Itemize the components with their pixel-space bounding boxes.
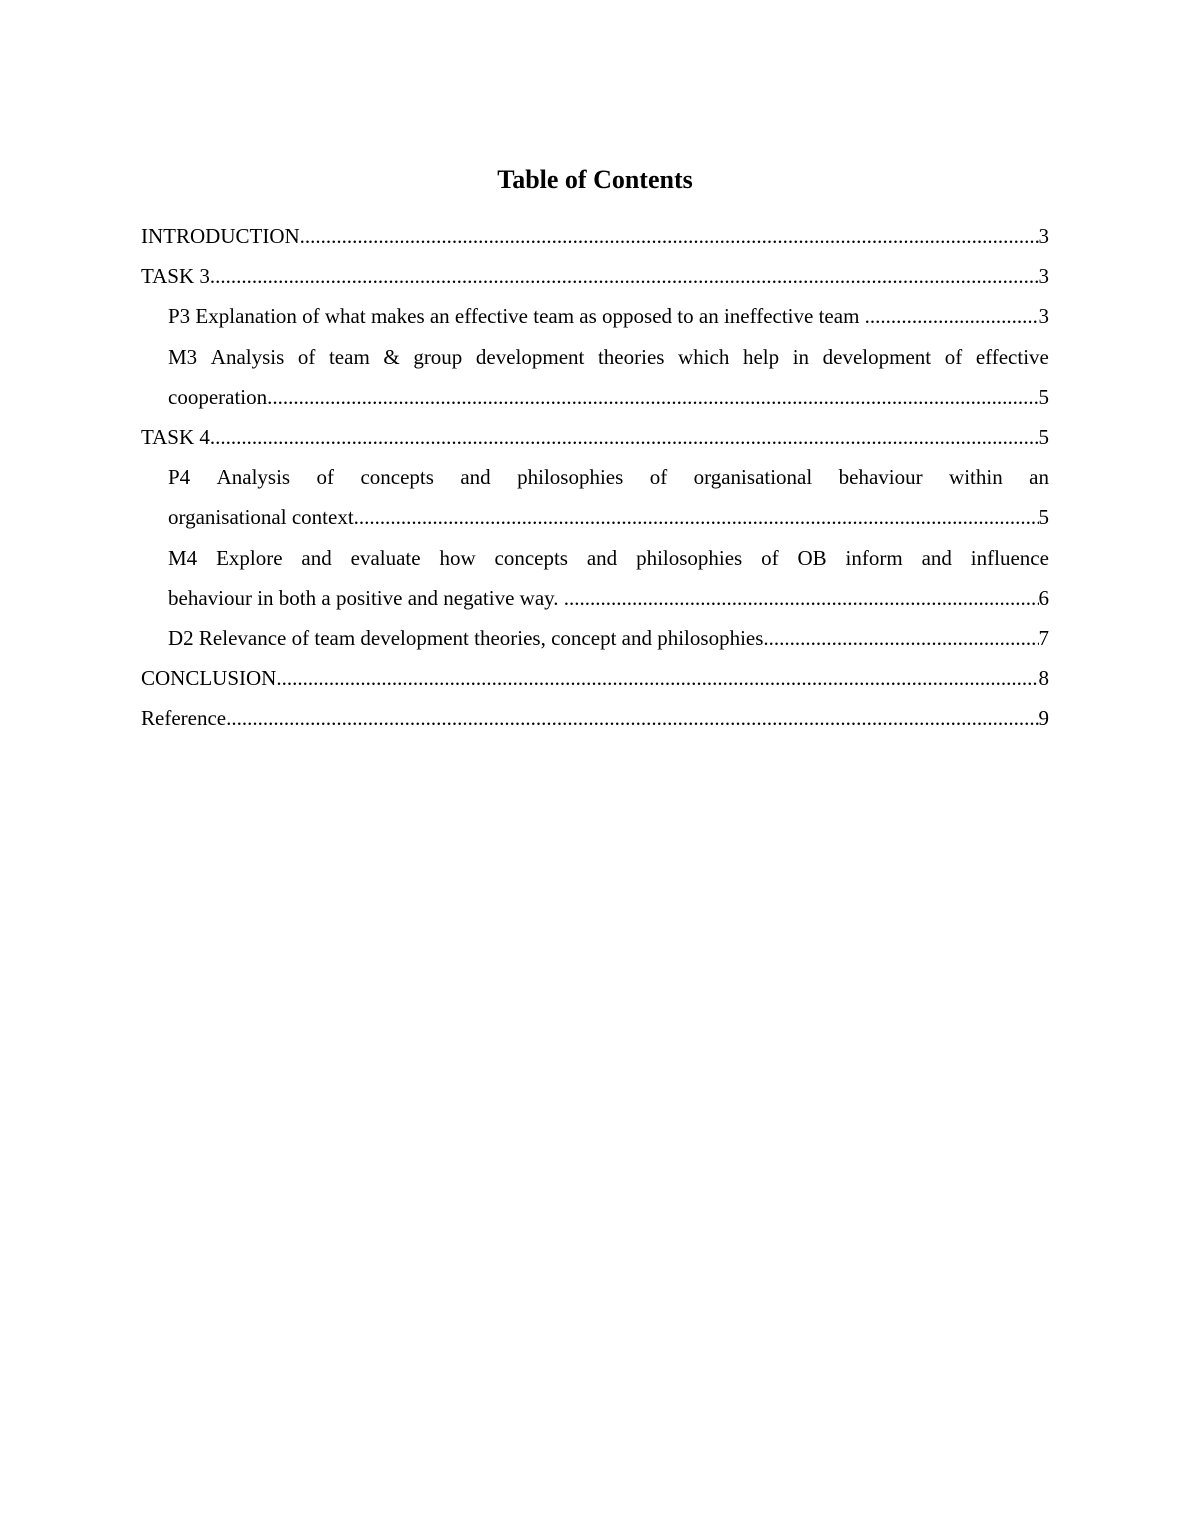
toc-line — [168, 296, 1049, 336]
toc-word: an — [1029, 465, 1049, 490]
toc-word: inform — [845, 545, 903, 570]
toc-entry-label: TASK 3 — [141, 264, 210, 289]
toc-entry-introduction[interactable] — [141, 216, 1049, 256]
toc-word: help — [742, 344, 780, 369]
toc-page-number: 3 — [1038, 264, 1049, 289]
toc-word: Analysis — [210, 344, 285, 369]
dot-leader — [564, 578, 1039, 618]
toc-justified-line — [168, 538, 1049, 578]
toc-word: effective — [975, 344, 1049, 369]
dot-leader — [276, 658, 1038, 698]
dot-leader — [763, 618, 1038, 658]
toc-word: development — [475, 344, 585, 369]
toc-entry-label: TASK 4 — [141, 424, 210, 449]
toc-entry-p4[interactable] — [141, 457, 1049, 537]
toc-title: Table of Contents — [497, 165, 693, 194]
toc-page-number: 3 — [1038, 224, 1049, 248]
toc-word: development — [822, 344, 932, 369]
toc-word: influence — [970, 545, 1049, 570]
toc-word: of — [649, 465, 668, 490]
toc-word: and — [301, 545, 332, 570]
toc-word: Explore — [216, 545, 283, 570]
toc-line — [141, 417, 1049, 457]
dot-leader — [354, 497, 1039, 537]
toc-word: in — [792, 344, 810, 369]
toc-line — [168, 578, 1049, 618]
toc-word: M4 — [168, 545, 198, 570]
toc-word: M3 — [168, 344, 198, 369]
toc-entry-label: organisational context — [168, 505, 354, 530]
toc-word: of — [316, 465, 335, 490]
toc-entry-label: P3 Explanation of what makes an effective team as opposed to an ineffective team — [168, 304, 865, 329]
dot-leader — [210, 417, 1039, 457]
dot-leader — [300, 216, 1039, 256]
toc-word: how — [439, 545, 476, 570]
toc-line — [141, 256, 1049, 296]
toc-justified-line — [168, 337, 1049, 377]
toc-word: team — [328, 344, 370, 369]
toc-page-number: 6 — [1038, 585, 1049, 610]
toc-word: of — [761, 545, 779, 570]
toc-page-number: 3 — [1038, 304, 1049, 329]
dot-leader — [226, 698, 1038, 738]
toc-entry-reference[interactable] — [141, 698, 1049, 738]
toc-entry-label: INTRODUCTION — [141, 224, 300, 248]
toc-entry-label: cooperation — [168, 384, 268, 409]
toc-word: of — [297, 344, 316, 369]
toc-word: group — [413, 344, 463, 369]
toc-word: of — [944, 344, 963, 369]
table-of-contents — [141, 216, 1049, 738]
toc-word: and — [460, 465, 491, 490]
toc-word: concepts — [360, 465, 434, 490]
toc-word: & — [383, 344, 400, 369]
toc-word: organisational — [693, 465, 813, 490]
toc-word: theories — [597, 344, 665, 369]
toc-page-number: 8 — [1038, 666, 1049, 691]
toc-entry-task-4[interactable] — [141, 417, 1049, 457]
toc-word: within — [949, 465, 1003, 490]
toc-entry-conclusion[interactable] — [141, 658, 1049, 698]
toc-entry-label: CONCLUSION — [141, 666, 277, 691]
toc-entry-label: D2 Relevance of team development theories, concept and philosophies — [168, 625, 764, 650]
toc-word: evaluate — [350, 545, 421, 570]
toc-page-number: 9 — [1038, 706, 1049, 731]
toc-word: behaviour — [838, 465, 923, 490]
dot-leader — [267, 377, 1038, 417]
toc-entry-m4[interactable] — [141, 538, 1049, 618]
toc-word: OB — [797, 545, 827, 570]
toc-entry-label: behaviour in both a positive and negative way. — [168, 585, 564, 610]
toc-entry-d2[interactable] — [141, 618, 1049, 658]
toc-page-number: 7 — [1038, 625, 1049, 650]
toc-entry-task-3[interactable] — [141, 256, 1049, 296]
toc-justified-line — [168, 457, 1049, 497]
toc-entry-p3[interactable] — [141, 296, 1049, 336]
toc-line — [168, 497, 1049, 537]
toc-line — [141, 658, 1049, 698]
toc-word: which — [678, 344, 730, 369]
toc-word: philosophies — [636, 545, 743, 570]
toc-line — [168, 618, 1049, 658]
toc-entry-label: Reference — [141, 706, 227, 731]
toc-page-number: 5 — [1038, 384, 1049, 409]
toc-page-number: 5 — [1038, 424, 1049, 449]
toc-entry-m3[interactable] — [141, 337, 1049, 417]
toc-word: Analysis — [216, 465, 291, 490]
toc-line — [168, 377, 1049, 417]
toc-page-number: 5 — [1038, 505, 1049, 530]
toc-word: and — [586, 545, 618, 570]
dot-leader — [865, 296, 1039, 336]
toc-word: philosophies — [517, 465, 624, 490]
toc-word: concepts — [494, 545, 568, 570]
toc-line — [141, 698, 1049, 738]
toc-word: P4 — [168, 465, 191, 490]
toc-word: and — [921, 545, 952, 570]
toc-line — [141, 216, 1049, 256]
dot-leader — [210, 256, 1039, 296]
